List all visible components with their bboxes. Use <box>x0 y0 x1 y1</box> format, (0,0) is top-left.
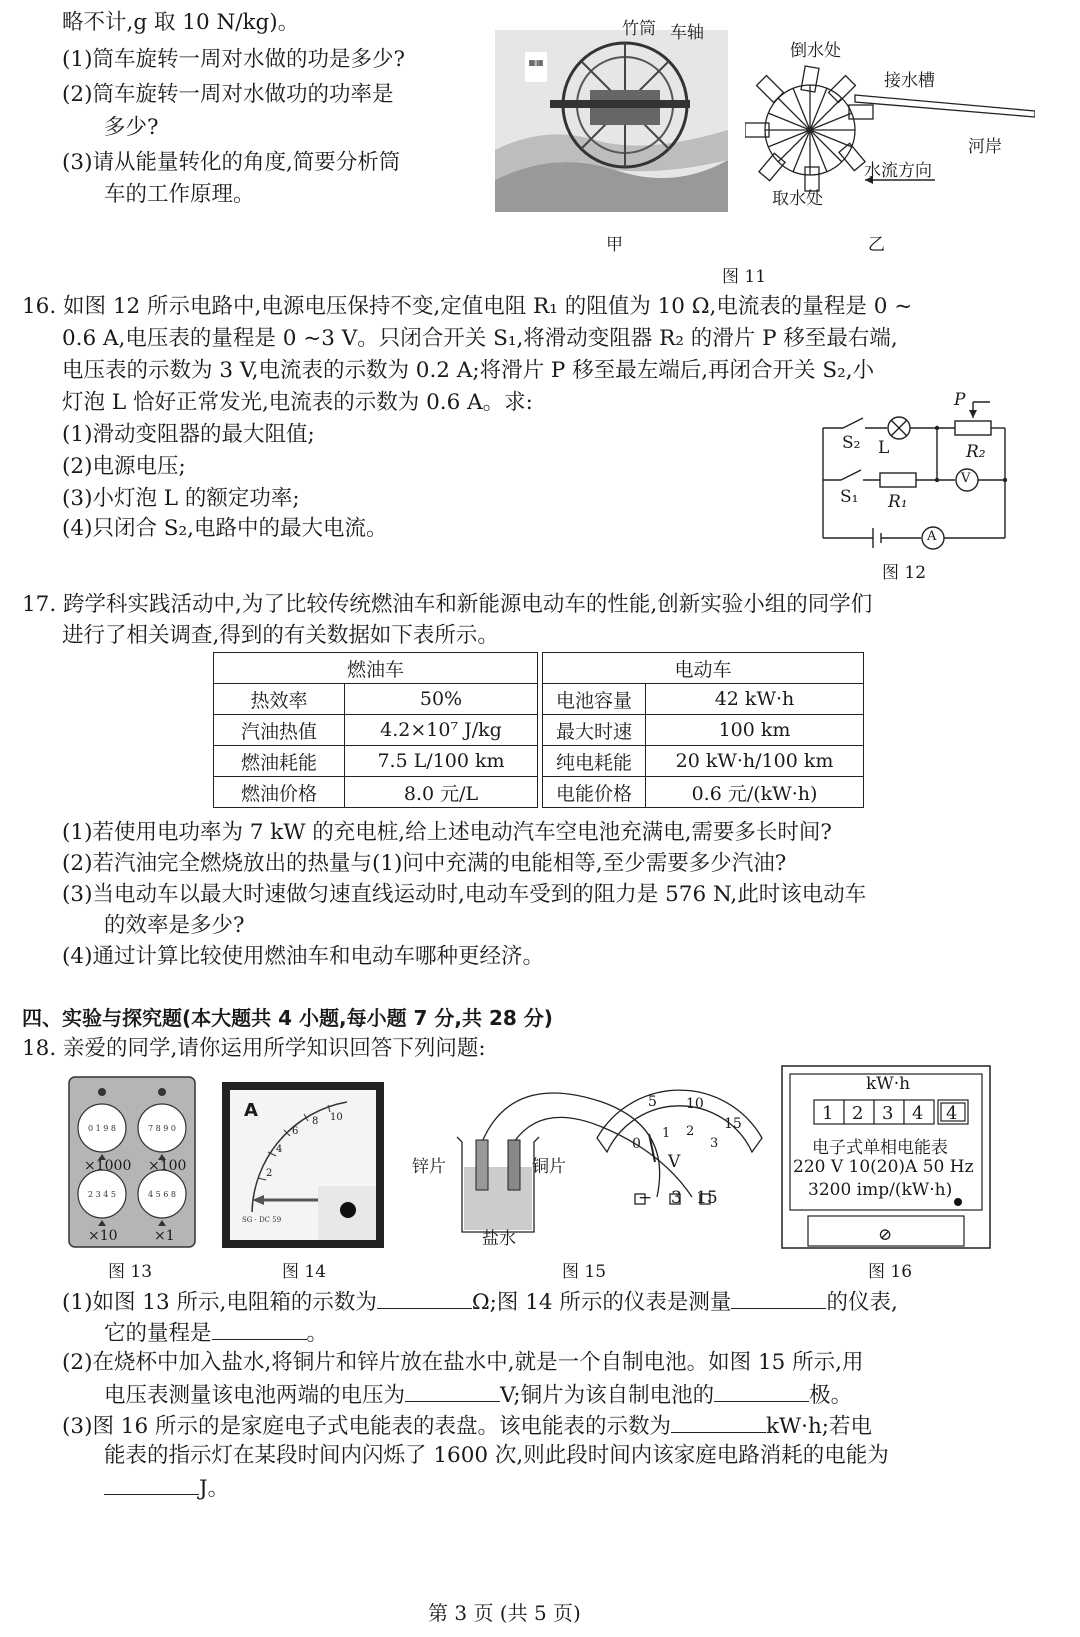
label-salt-water: 盐水 <box>482 1229 516 1249</box>
q16-sub1: (1)滑动变阻器的最大阻值; <box>62 422 315 447</box>
ev-header: 电动车 <box>543 653 864 684</box>
inner-3: 3 <box>710 1136 719 1151</box>
tick-2: 2 <box>266 1168 273 1179</box>
figure-12-circuit <box>815 390 1015 552</box>
label-x1: ×1 <box>154 1228 175 1244</box>
label-voltmeter: V <box>961 471 971 486</box>
meter-digit-3: 3 <box>882 1103 894 1124</box>
label-x10: ×10 <box>88 1228 118 1244</box>
q18-part1-a: (1)如图 13 所示,电阻箱的示数为 <box>62 1290 377 1315</box>
figure-15-caption: 图 15 <box>562 1262 607 1282</box>
label-r2: R₂ <box>966 442 986 462</box>
q17-sub2: (2)若汽油完全燃烧放出的热量与(1)问中充满的电能相等,至少需要多少汽油? <box>62 851 787 876</box>
meter-unit: kW·h <box>866 1074 911 1094</box>
svg-text:7 8 9 0: 7 8 9 0 <box>148 1124 176 1133</box>
inner-1: 1 <box>662 1126 671 1141</box>
scale-0: 0 <box>632 1136 641 1152</box>
q16-line4: 灯泡 L 恰好正常发光,电流表的示数为 0.6 A。求: <box>62 390 533 415</box>
label-x100: ×100 <box>148 1158 187 1174</box>
svg-text:SG · DC 59: SG · DC 59 <box>242 1216 282 1224</box>
comparison-table <box>213 652 864 808</box>
label-yi: 乙 <box>868 235 885 255</box>
fuel-header: 燃油车 <box>214 653 538 684</box>
q18-part3-cont: 能表的指示灯在某段时间内闪烁了 1600 次,则此段时间内该家庭电路消耗的电能为 <box>104 1443 889 1468</box>
label-take: 取水处 <box>772 189 823 209</box>
table-cell: 42 kW·h <box>646 684 864 715</box>
label-r1: R₁ <box>888 492 908 512</box>
table-cell: 100 km <box>646 715 864 746</box>
meter-imp: 3200 imp/(kW·h) <box>808 1180 953 1200</box>
q17-sub3: (3)当电动车以最大时速做匀速直线运动时,电动车受到的阻力是 576 N,此时该电动车 <box>62 882 867 907</box>
label-x1000: ×1000 <box>84 1158 132 1174</box>
q18-part1-e: 。 <box>306 1321 329 1346</box>
q16-line1: 16. 如图 12 所示电路中,电源电压保持不变,定值电阻 R₁ 的阻值为 10 Ω,电流表的量程是 0 ~ <box>22 294 913 319</box>
terminal-minus: − <box>638 1188 653 1208</box>
label-p: P <box>954 390 966 410</box>
label-s2: S₂ <box>842 433 861 453</box>
q18-intro: 18. 亲爱的同学,请你运用所学知识回答下列问题: <box>22 1036 486 1061</box>
meter-spec: 220 V 10(20)A 50 Hz <box>793 1157 974 1177</box>
answer-blank[interactable] <box>731 1286 826 1309</box>
figure-13-caption: 图 13 <box>108 1262 153 1282</box>
table-cell: 燃油价格 <box>214 777 345 808</box>
table-cell: 0.6 元/(kW·h) <box>646 777 864 808</box>
terminal-3: 3 <box>671 1188 682 1208</box>
scale-15: 15 <box>724 1116 742 1132</box>
tick-8: 8 <box>312 1116 319 1127</box>
answer-blank[interactable] <box>104 1472 199 1495</box>
q15-sub2: (2)筒车旋转一周对水做功的功率是 <box>62 82 394 107</box>
inner-2: 2 <box>686 1124 695 1139</box>
label-pour: 倒水处 <box>790 41 841 61</box>
q15-line0: 略不计,g 取 10 N/kg)。 <box>62 10 300 35</box>
answer-blank[interactable] <box>212 1317 307 1340</box>
q17-line2: 进行了相关调查,得到的有关数据如下表所示。 <box>62 623 499 648</box>
q18-part3-end <box>104 1472 229 1504</box>
meter-digit-1: 1 <box>822 1103 834 1124</box>
tick-6: 6 <box>292 1126 299 1137</box>
q18-part1-cont <box>104 1317 328 1349</box>
figure-14-caption: 图 14 <box>282 1262 327 1282</box>
table-row <box>214 715 864 746</box>
section-4-title: 四、实验与探究题(本大题共 4 小题,每小题 7 分,共 28 分) <box>22 1006 553 1030</box>
q18-part1-b: Ω;图 14 所示的仪表是测量 <box>471 1290 732 1315</box>
q16-sub2: (2)电源电压; <box>62 454 186 479</box>
tick-10: 10 <box>330 1112 343 1123</box>
q16-sub3: (3)小灯泡 L 的额定功率; <box>62 486 300 511</box>
q18-part3-d: J。 <box>199 1476 230 1501</box>
answer-blank[interactable] <box>377 1286 472 1309</box>
scale-5: 5 <box>648 1094 657 1110</box>
q18-part3-a: (3)图 16 所示的是家庭电子式电能表的表盘。该电能表的示数为 <box>62 1414 671 1439</box>
table-cell: 电能价格 <box>543 777 646 808</box>
table-row <box>214 684 864 715</box>
label-s1: S₁ <box>840 487 859 507</box>
table-cell: 4.2×10⁷ J/kg <box>345 715 538 746</box>
table-cell: 最大时速 <box>543 715 646 746</box>
terminal-15: 15 <box>696 1188 718 1208</box>
table-cell: 8.0 元/L <box>345 777 538 808</box>
label-bamboo: 竹筒 <box>622 19 656 39</box>
svg-text:2 3 4 5: 2 3 4 5 <box>88 1190 116 1199</box>
table-cell: 20 kW·h/100 km <box>646 746 864 777</box>
q18-part1 <box>62 1286 898 1318</box>
q15-sub3: (3)请从能量转化的角度,简要分析筒 <box>62 150 401 175</box>
q18-part2-cont <box>104 1379 852 1411</box>
svg-text:0 1 9 8: 0 1 9 8 <box>88 1124 116 1133</box>
meter-digit-2: 2 <box>852 1103 864 1124</box>
table-cell: 汽油热值 <box>214 715 345 746</box>
table-cell: 燃油耗能 <box>214 746 345 777</box>
meter-digit-4: 4 <box>912 1103 924 1124</box>
table-cell: 50% <box>345 684 538 715</box>
q16-sub4: (4)只闭合 S₂,电路中的最大电流。 <box>62 516 388 541</box>
q16-line2: 0.6 A,电压表的量程是 0 ~3 V。只闭合开关 S₁,将滑动变阻器 R₂ 的滑片 P 移至最右端, <box>62 326 898 351</box>
answer-blank[interactable] <box>405 1379 500 1402</box>
svg-text:▦▦: ▦▦ <box>528 58 544 67</box>
figure-12-caption: 图 12 <box>882 563 927 583</box>
label-zinc: 锌片 <box>412 1157 446 1177</box>
voltmeter-v: V <box>668 1152 681 1172</box>
label-trough: 接水槽 <box>884 71 935 91</box>
page-footer: 第 3 页 (共 5 页) <box>428 1601 581 1625</box>
scale-10: 10 <box>686 1096 704 1112</box>
label-copper: 铜片 <box>532 1157 566 1177</box>
meter-name: 电子式单相电能表 <box>812 1138 948 1158</box>
label-axle: 车轴 <box>670 23 704 43</box>
q15-sub3b: 车的工作原理。 <box>104 182 255 207</box>
table-cell: 电池容量 <box>543 684 646 715</box>
figure-11-caption: 图 11 <box>722 267 767 287</box>
figure-16-caption: 图 16 <box>868 1262 913 1282</box>
q18-part1-c: 的仪表, <box>826 1290 898 1315</box>
answer-blank[interactable] <box>714 1379 809 1402</box>
q17-line1: 17. 跨学科实践活动中,为了比较传统燃油车和新能源电动车的性能,创新实验小组的同学们 <box>22 592 873 617</box>
meter-symbol: ⊘ <box>878 1225 893 1245</box>
tick-4: 4 <box>276 1144 283 1155</box>
label-bank: 河岸 <box>968 137 1002 157</box>
table-cell: 热效率 <box>214 684 345 715</box>
q17-sub4: (4)通过计算比较使用燃油车和电动车哪种更经济。 <box>62 944 544 969</box>
q18-part2-d: 极。 <box>809 1383 853 1408</box>
q18-part3-b: kW·h;若电 <box>765 1414 873 1439</box>
meter-digit-5: 4 <box>946 1103 958 1124</box>
q15-sub1: (1)筒车旋转一周对水做的功是多少? <box>62 47 405 72</box>
figure-11-jia <box>495 30 728 212</box>
label-l: L <box>878 438 890 458</box>
q18-part2-b: 电压表测量该电池两端的电压为 <box>104 1383 406 1408</box>
q15-sub2b: 多少? <box>104 115 159 140</box>
q16-line3: 电压表的示数为 3 V,电流表的示数为 0.2 A;将滑片 P 移至最左端后,再闭合开关 S₂,小 <box>62 358 875 383</box>
figure-15-cell <box>452 1082 772 1242</box>
ammeter-letter: A <box>244 1100 258 1121</box>
svg-text:4 5 6 8: 4 5 6 8 <box>148 1190 176 1199</box>
table-cell: 7.5 L/100 km <box>345 746 538 777</box>
label-flow: 水流方向 <box>864 161 932 181</box>
answer-blank[interactable] <box>671 1410 766 1433</box>
q18-part1-d: 它的量程是 <box>104 1321 212 1346</box>
table-row <box>214 746 864 777</box>
label-jia: 甲 <box>606 235 623 255</box>
label-ammeter: A <box>927 529 937 544</box>
table-row <box>214 777 864 808</box>
q18-part3 <box>62 1410 872 1442</box>
table-cell: 纯电耗能 <box>543 746 646 777</box>
q17-sub1: (1)若使用电功率为 7 kW 的充电桩,给上述电动汽车空电池充满电,需要多长时间? <box>62 820 832 845</box>
q17-sub3b: 的效率是多少? <box>104 913 245 938</box>
q18-part2: (2)在烧杯中加入盐水,将铜片和锌片放在盐水中,就是一个自制电池。如图 15 所示,用 <box>62 1350 864 1375</box>
q18-part2-c: V;铜片为该自制电池的 <box>500 1383 715 1408</box>
